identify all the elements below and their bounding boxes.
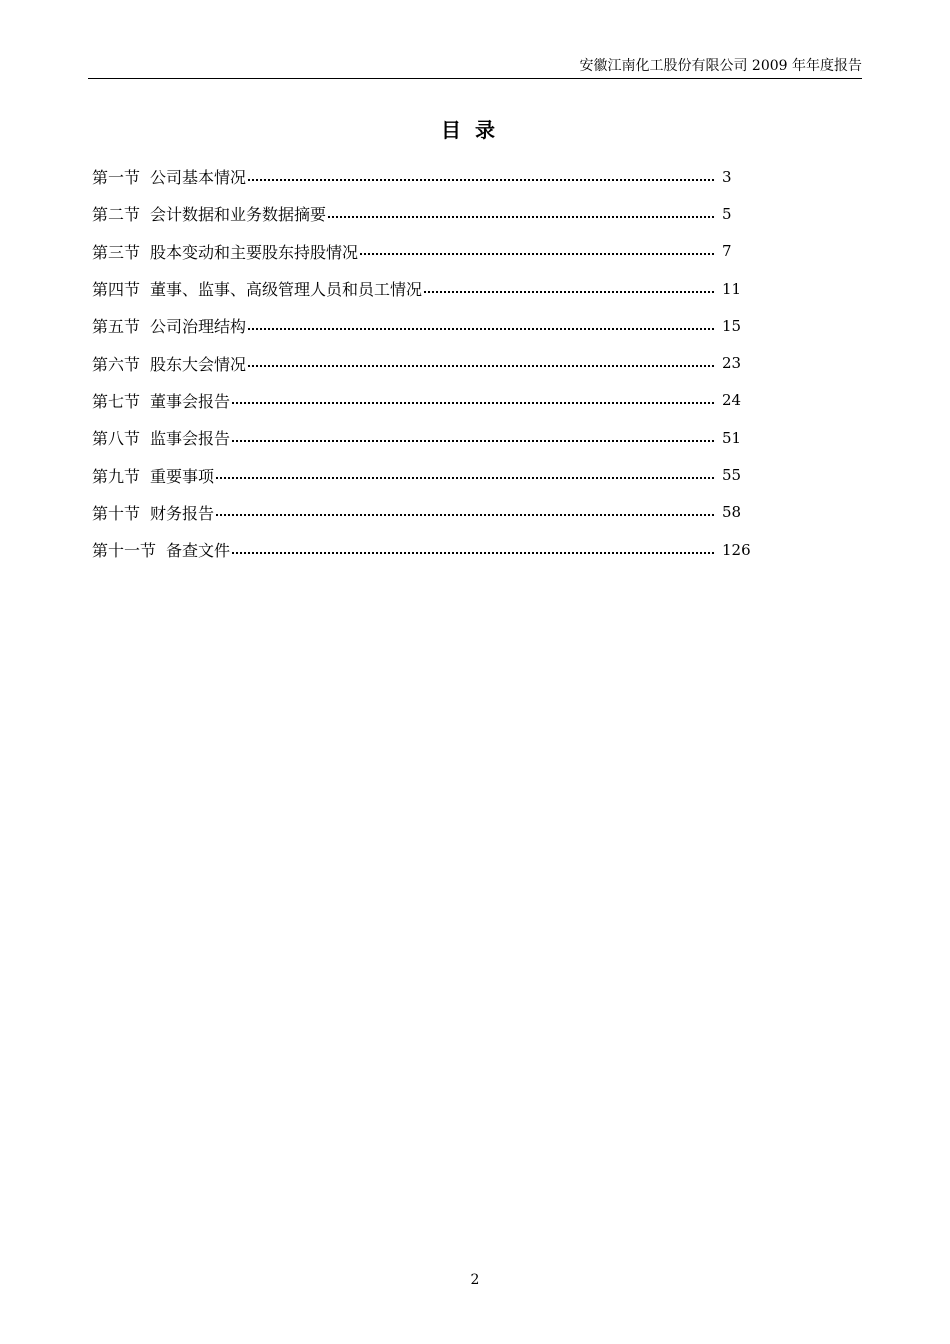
toc-chapter: 第一节	[92, 168, 141, 188]
toc-chapter: 第四节	[92, 280, 141, 300]
toc-leader-dots	[360, 253, 714, 255]
toc-section-name: 重要事项	[150, 466, 215, 486]
toc-page-number: 58	[722, 503, 742, 522]
toc-page-number: 5	[722, 204, 732, 223]
toc-section-name: 监事会报告	[150, 429, 231, 449]
toc-leader-dots	[216, 477, 714, 479]
page-number: 2	[470, 1272, 480, 1288]
toc-chapter: 第七节	[92, 391, 141, 411]
toc-page-number: 55	[722, 466, 742, 485]
toc-item[interactable]	[92, 494, 772, 531]
toc-list	[92, 158, 772, 568]
toc-item[interactable]	[92, 158, 772, 195]
toc-chapter: 第六节	[92, 354, 141, 374]
toc-item[interactable]	[92, 419, 772, 456]
toc-page-number: 23	[722, 354, 742, 373]
toc-leader-dots	[424, 291, 714, 293]
toc-leader-dots	[328, 216, 714, 218]
toc-chapter: 第十一节	[92, 541, 157, 561]
page-header	[88, 58, 862, 79]
toc-leader-dots	[232, 440, 714, 442]
toc-page-number: 3	[722, 167, 732, 186]
toc-section-name: 会计数据和业务数据摘要	[150, 205, 327, 225]
toc-section-name: 公司治理结构	[150, 317, 247, 337]
toc-leader-dots	[248, 328, 714, 330]
toc-chapter: 第二节	[92, 205, 141, 225]
toc-page-number: 51	[722, 428, 742, 447]
toc-section-name: 董事会报告	[150, 391, 231, 411]
toc-leader-dots	[248, 365, 714, 367]
toc-item[interactable]	[92, 270, 772, 307]
toc-leader-dots	[232, 402, 714, 404]
toc-page-number: 11	[722, 279, 742, 298]
toc-leader-dots	[232, 552, 714, 554]
toc-title: 目录	[441, 118, 509, 142]
toc-item[interactable]	[92, 233, 772, 270]
toc-chapter: 第九节	[92, 466, 141, 486]
toc-leader-dots	[248, 179, 714, 181]
toc-section-name: 公司基本情况	[150, 168, 247, 188]
toc-item[interactable]	[92, 456, 772, 493]
toc-item[interactable]	[92, 382, 772, 419]
toc-chapter: 第八节	[92, 429, 141, 449]
toc-leader-dots	[216, 514, 714, 516]
toc-page-number: 7	[722, 242, 732, 261]
toc-chapter: 第五节	[92, 317, 141, 337]
toc-item[interactable]	[92, 344, 772, 381]
toc-page-number: 24	[722, 391, 742, 410]
toc-section-name: 备查文件	[166, 541, 231, 561]
toc-item[interactable]	[92, 307, 772, 344]
toc-item[interactable]	[92, 195, 772, 232]
toc-page-number: 15	[722, 316, 742, 335]
toc-chapter: 第三节	[92, 242, 141, 262]
toc-section-name: 财务报告	[150, 503, 215, 523]
toc-page-number: 126	[722, 540, 751, 559]
toc-section-name: 股本变动和主要股东持股情况	[150, 242, 359, 262]
toc-section-name: 董事、监事、高级管理人员和员工情况	[150, 280, 423, 300]
toc-item[interactable]	[92, 531, 772, 568]
header-title: 安徽江南化工股份有限公司 2009 年年度报告	[579, 58, 862, 74]
toc-section-name: 股东大会情况	[150, 354, 247, 374]
toc-chapter: 第十节	[92, 503, 141, 523]
